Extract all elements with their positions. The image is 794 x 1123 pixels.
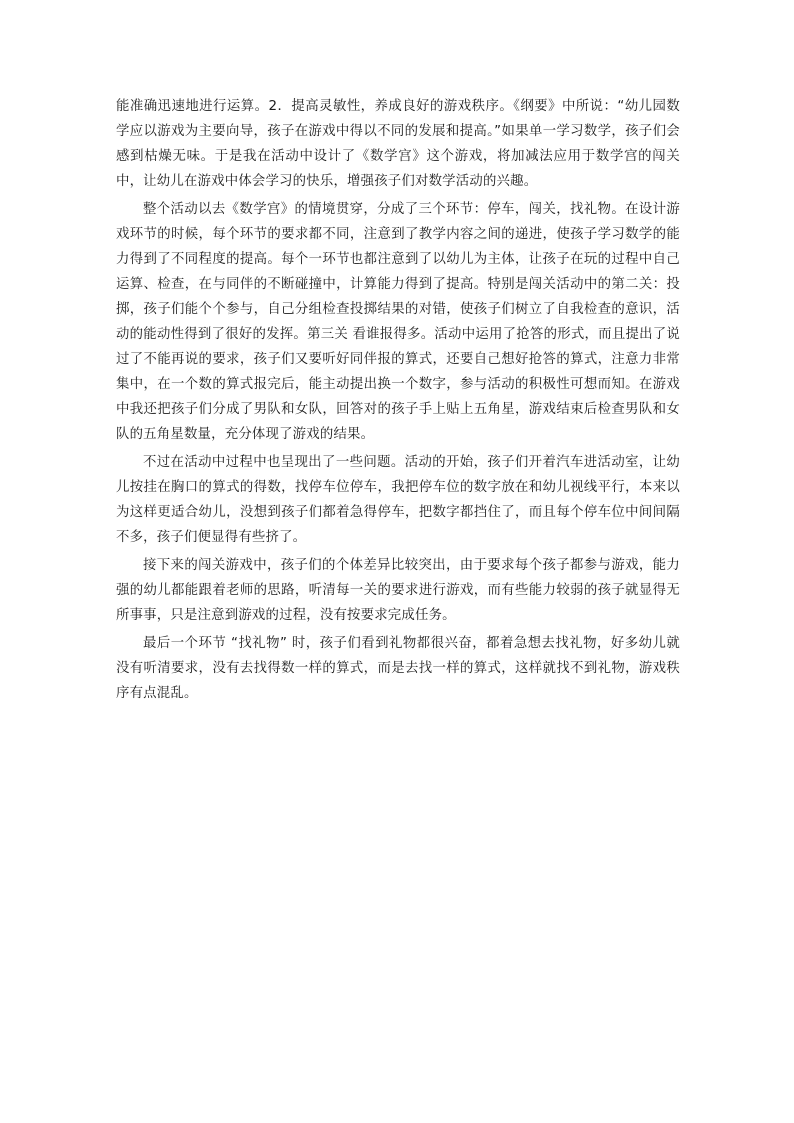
paragraph-1: 能准确迅速地进行运算。2．提高灵敏性，养成良好的游戏秩序。《纲要》中所说：“幼儿园数学应以游戏为主要向导，孩子在游戏中得以不同的发展和提高。”如果单一学习数学，孩子们会感到枯燥无味。于是我在活动中设计了《数学宫》这个游戏，将加减法应用于数学宫的闯关中，让幼儿在游戏中体会学习的快乐，增强孩子们对数学活动的兴趣。: [116, 99, 680, 189]
document-body: [116, 94, 680, 706]
paragraph-5: 最后一个环节 “找礼物” 时，孩子们看到礼物都很兴奋，都着急想去找礼物，好多幼儿就没有听清要求，没有去找得数一样的算式，而是去找一样的算式，这样就找不到礼物，游戏秩序有点混乱。: [116, 636, 680, 701]
paragraph-2: 整个活动以去《数学宫》的情境贯穿，分成了三个环节：停车，闯关，找礼物。在设计游戏环节的时候，每个环节的要求都不同，注意到了教学内容之间的递进，使孩子学习数学的能力得到了不同程度的提高。每个一环节也都注意到了以幼儿为主体，让孩子在玩的过程中自己运算、检查，在与同伴的不断碰撞中，计算能力得到了提高。特别是闯关活动中的第二关：投掷，孩子们能个个参与，自己分组检查投掷结果的对错，使孩子们树立了自我检查的意识，活动的能动性得到了很好的发挥。第三关 看谁报得多。活动中运用了抢答的形式，而且提出了说过了不能再说的要求，孩子们又要听好同伴报的算式，还要自己想好抢答的算式，注意力非常集中，在一个数的算式报完后，能主动提出换一个数字，参与活动的积极性可想而知。在游戏中我还把孩子们分成了男队和女队，回答对的孩子手上贴上五角星，游戏结束后检查男队和女队的五角星数量，充分体现了游戏的结果。: [116, 202, 680, 442]
paragraph-3: 不过在活动中过程中也呈现出了一些问题。活动的开始，孩子们开着汽车进活动室，让幼儿按挂在胸口的算式的得数，找停车位停车，我把停车位的数字放在和幼儿视线平行，本来以为这样更适合幼儿，没想到孩子们都着急得停车，把数字都挡住了，而且每个停车位中间间隔不多，孩子们便显得有些挤了。: [116, 455, 680, 545]
paragraph-4: 接下来的闯关游戏中，孩子们的个体差异比较突出，由于要求每个孩子都参与游戏，能力强的幼儿都能跟着老师的思路，听清每一关的要求进行游戏，而有些能力较弱的孩子就显得无所事事，只是注意到游戏的过程，没有按要求完成任务。: [116, 558, 680, 623]
